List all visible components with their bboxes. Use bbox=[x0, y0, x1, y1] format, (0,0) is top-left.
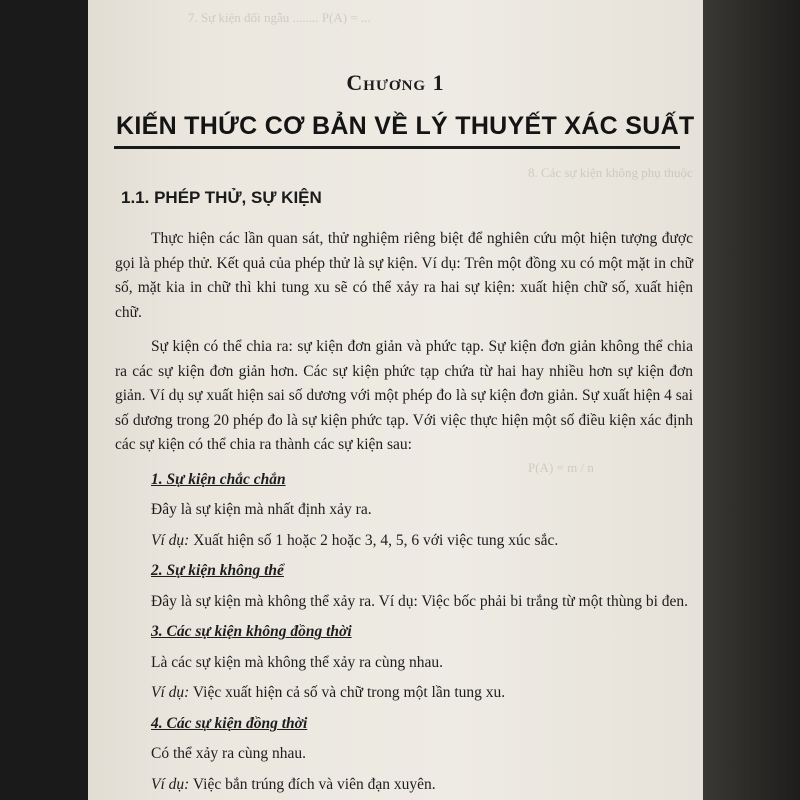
example-text: Việc bắn trúng đích và viên đạn xuyên. bbox=[192, 775, 436, 793]
item-definition: Có thể xảy ra cùng nhau. bbox=[151, 745, 306, 762]
item-heading: 4. Các sự kiện đồng thời bbox=[151, 714, 308, 732]
item-heading: 1. Sự kiện chắc chắn bbox=[151, 470, 286, 488]
example-text: Việc xuất hiện cả số và chữ trong một lần tung xu. bbox=[192, 684, 506, 701]
page-edge-shadow bbox=[703, 0, 800, 800]
item-definition: Đây là sự kiện mà nhất định xảy ra. bbox=[151, 501, 372, 518]
item-example bbox=[151, 773, 693, 798]
classification-paragraph: Sự kiện có thể chia ra: sự kiện đơn giản và phức tạp. Sự kiện đơn giản không thể chia ra các sự kiện đơn giản hơn. Các sự kiện phức tạp chứa từ hai hay nhiều hơn sự kiện đơn giản. Ví dụ sự xuất hiện sai số dương với một phép đo là sự kiện đơn giản. Sự xuất hiện 4 sai số dương trong 20 phép đo là sự kiện phức tạp. Với việc thực hiện một số điều kiện xác định các sự kiện có thể chia ra thành các sự kiện sau: bbox=[115, 338, 693, 453]
example-label: Ví dụ: bbox=[151, 775, 190, 793]
example-label: Ví dụ: bbox=[151, 531, 190, 549]
bleed-through-text: 8. Các sự kiện không phụ thuộc bbox=[528, 165, 693, 180]
chapter-label bbox=[88, 70, 703, 96]
chapter-number: 1 bbox=[432, 70, 445, 95]
chapter-word: hương bbox=[363, 70, 427, 95]
item-heading: 2. Sự kiện không thể bbox=[151, 562, 284, 579]
item-definition: Đây là sự kiện mà không thể xảy ra. Ví dụ: Việc bốc phải bi trắng từ một thùng bi đen. bbox=[151, 592, 689, 610]
example-text: Xuất hiện số 1 hoặc 2 hoặc 3, 4, 5, 6 với việc tung xúc sắc. bbox=[193, 531, 559, 549]
bleed-through-text: P(A) = m / n bbox=[528, 460, 594, 475]
chapter-title: KIẾN THỨC CƠ BẢN VỀ LÝ THUYẾT XÁC SUẤT bbox=[116, 112, 695, 140]
chapter-prefix: C bbox=[346, 70, 364, 95]
title-underline bbox=[114, 146, 680, 149]
section-heading: 1.1. PHÉP THỬ, SỰ KIỆN bbox=[121, 188, 322, 207]
body-text bbox=[115, 227, 693, 800]
intro-paragraph: Thực hiện các lần quan sát, thử nghiệm riêng biệt để nghiên cứu một hiện tượng được gọi là phép thử. Kết quả của phép thử là sự kiện. Ví dụ: Trên một đồng xu có một mặt in chữ số, mặt kia in chữ thì khi tung xu sẽ có thể xảy ra hai sự kiện: xuất hiện chữ số, xuất hiện chữ. bbox=[115, 230, 693, 321]
item-example bbox=[151, 529, 693, 554]
item-heading: 3. Các sự kiện không đồng thời bbox=[151, 623, 352, 640]
example-label: Ví dụ: bbox=[151, 684, 190, 701]
item-definition: Là các sự kiện mà không thể xảy ra cùng nhau. bbox=[151, 653, 444, 671]
book-page bbox=[88, 0, 703, 800]
bleed-through-text: 7. Sự kiện đối ngẫu ........ P(A) = ... bbox=[188, 10, 371, 25]
item-example bbox=[151, 681, 693, 706]
